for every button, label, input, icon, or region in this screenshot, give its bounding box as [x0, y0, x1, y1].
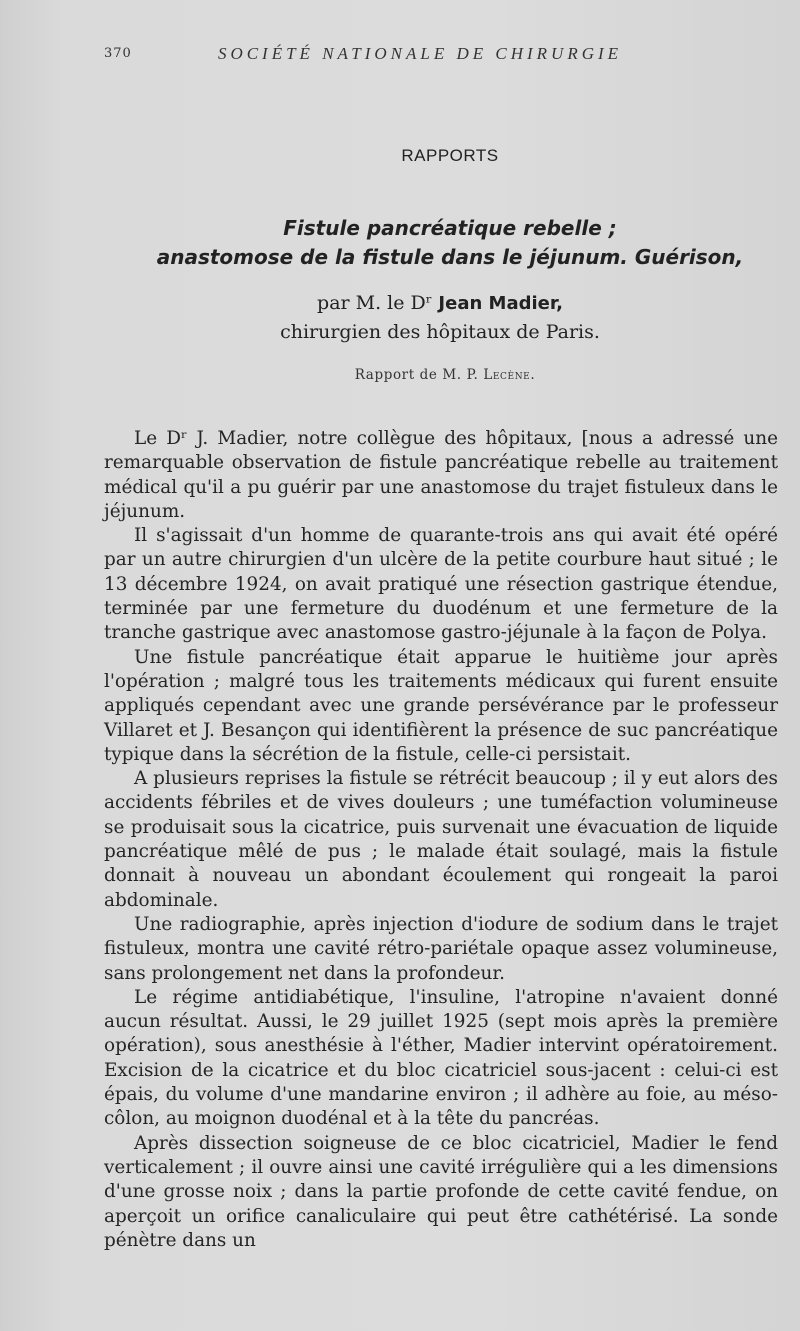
- byline-author-line: [150, 289, 730, 318]
- paragraph: Le régime antidiabétique, l'insuline, l'atropine n'avaient donné aucun résultat. Aussi, le 29 juillet 1925 (sept mois après la première opération), sous anesthésie à l'éther, Madier intervint opératoirement. Excision de la cicatrice et du bloc cicatriciel sous-jacent : celui-ci est épais, du volume d'une mandarine environ ; il adhère au foie, au méso-côlon, au moignon duodénal et à la tête du pancréas.: [104, 986, 778, 1130]
- article-title-line-1: Fistule pancréatique rebelle ;: [283, 216, 617, 240]
- byline-prefix: par M. le Dʳ: [317, 292, 433, 314]
- paragraph: Après dissection soigneuse de ce bloc cicatriciel, Madier le fend verticalement ; il ouvre ainsi une cavité irrégulière qui a les dimensions d'une grosse noix ; dans la partie profonde de cette cavité fendue, on aperçoit un orifice canaliculaire qui peut être cathétérisé. La sonde pénètre dans un: [104, 1132, 778, 1251]
- report-attribution: [150, 367, 740, 383]
- paragraph: A plusieurs reprises la fistule se rétrécit beaucoup ; il y eut alors des accidents fébriles et de vives douleurs ; une tuméfaction volumineuse se produisait sous la cicatrice, puis survenait une évacuation de liquide pancréatique mêlé de pus ; le malade était soulagé, mais la fistule donnait à nouveau un abondant écoulement qui rongeait la paroi abdominale.: [104, 768, 778, 911]
- running-head: SOCIÉTÉ NATIONALE DE CHIRURGIE: [217, 44, 623, 63]
- paragraph: Une radiographie, après injection d'iodure de sodium dans le trajet fistuleux, montra une cavité rétro-pariétale opaque assez volumineuse, sans prolongement net dans la profondeur.: [104, 913, 778, 984]
- page-header: [0, 44, 800, 74]
- article-title-line-2: anastomose de la fistule dans le jéjunum. Guérison,: [156, 245, 744, 269]
- author-affiliation: chirurgien des hôpitaux de Paris.: [280, 321, 600, 343]
- paragraph: Il s'agissait d'un homme de quarante-trois ans qui avait été opéré par un autre chirurgien d'un ulcère de la petite courbure haut situé ; le 13 décembre 1924, on avait pratiqué une résection gastrique étendue, terminée par une fermeture du duodénum et une fermeture de la tranche gastrique avec anastomose gastro-jéjunale à la façon de Polya.: [104, 525, 778, 644]
- reporter-name: Lecène.: [483, 367, 536, 383]
- article-title: [120, 214, 780, 272]
- paragraph: Le Dʳ J. Madier, notre collègue des hôpitaux, [nous a adressé une remarquable observation de fistule pancréatique rebelle au traitement médical qu'il a pu guérir par une anastomose du trajet fistuleux dans le jéjunum.: [104, 428, 778, 522]
- paragraph: Une fistule pancréatique était apparue le huitième jour après l'opération ; malgré tous les traitements médicaux qui furent ensuite appliqués cependant avec une grande persévérance par le professeur Villaret et J. Besançon qui identifièrent la présence de suc pancréatique typique dans la sécrétion de la fistule, celle-ci persistait.: [104, 646, 778, 765]
- byline: [150, 289, 730, 347]
- body-text: [104, 427, 778, 1253]
- report-prefix: Rapport de M. P.: [354, 367, 479, 383]
- section-title: RAPPORTS: [401, 146, 499, 165]
- author-name: Jean Madier,: [438, 293, 563, 314]
- page-number: 370: [104, 46, 132, 61]
